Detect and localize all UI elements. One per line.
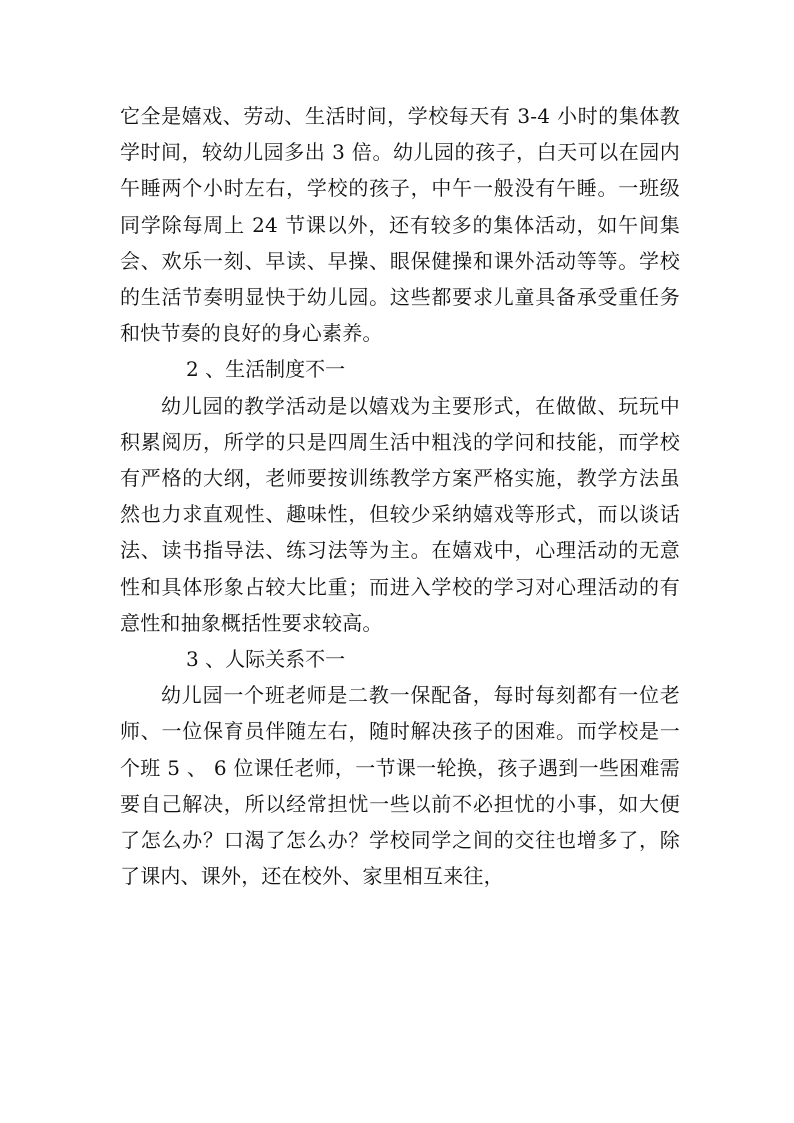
paragraph-body-2: 幼儿园的教学活动是以嬉戏为主要形式，在做做、玩玩中积累阅历，所学的只是四周生活中粗浅的学问和技能，而学校有严格的大纲，老师要按训练教学方案严格实施，教学方法虽然也力求直观性、趣味性，但较少采纳嬉戏等形式，而以谈话法、读书指导法、练习法等为主。在嬉戏中，心理活动的无意性和具体形象占较大比重；而进入学校的学习对心理活动的有意性和抽象概括性要求较高。	[120, 393, 680, 635]
document-body	[120, 98, 680, 894]
section-heading-2: 2 、生活制度不一	[186, 357, 346, 382]
paragraph-body-3: 幼儿园一个班老师是二教一保配备，每时每刻都有一位老师、一位保育员伴随左右，随时解决孩子的困难。而学校是一个班 5 、 6 位课任老师，一节课一轮换，孩子遇到一些困难需要自己解决，所以经常担忧一些以前不必担忧的小事，如大便了怎么办？口渴了怎么办？学校同学之间的交往也增多了，除了课内、课外，还在校外、家里相互来往，	[120, 683, 680, 889]
section-heading-3: 3 、人际关系不一	[186, 647, 346, 672]
paragraph-body-1: 它全是嬉戏、劳动、生活时间，学校每天有 3-4 小时的集体教学时间，较幼儿园多出 3 倍。幼儿园的孩子，白天可以在园内午睡两个小时左右，学校的孩子，中午一般没有午睡。一班级同学除每周上 24 节课以外，还有较多的集体活动，如午间集会、欢乐一刻、早读、早操、眼保健操和课外活动等等。学校的生活节奏明显快于幼儿园。这些都要求儿童具备承受重任务和快节奏的良好的身心素养。	[120, 104, 680, 346]
